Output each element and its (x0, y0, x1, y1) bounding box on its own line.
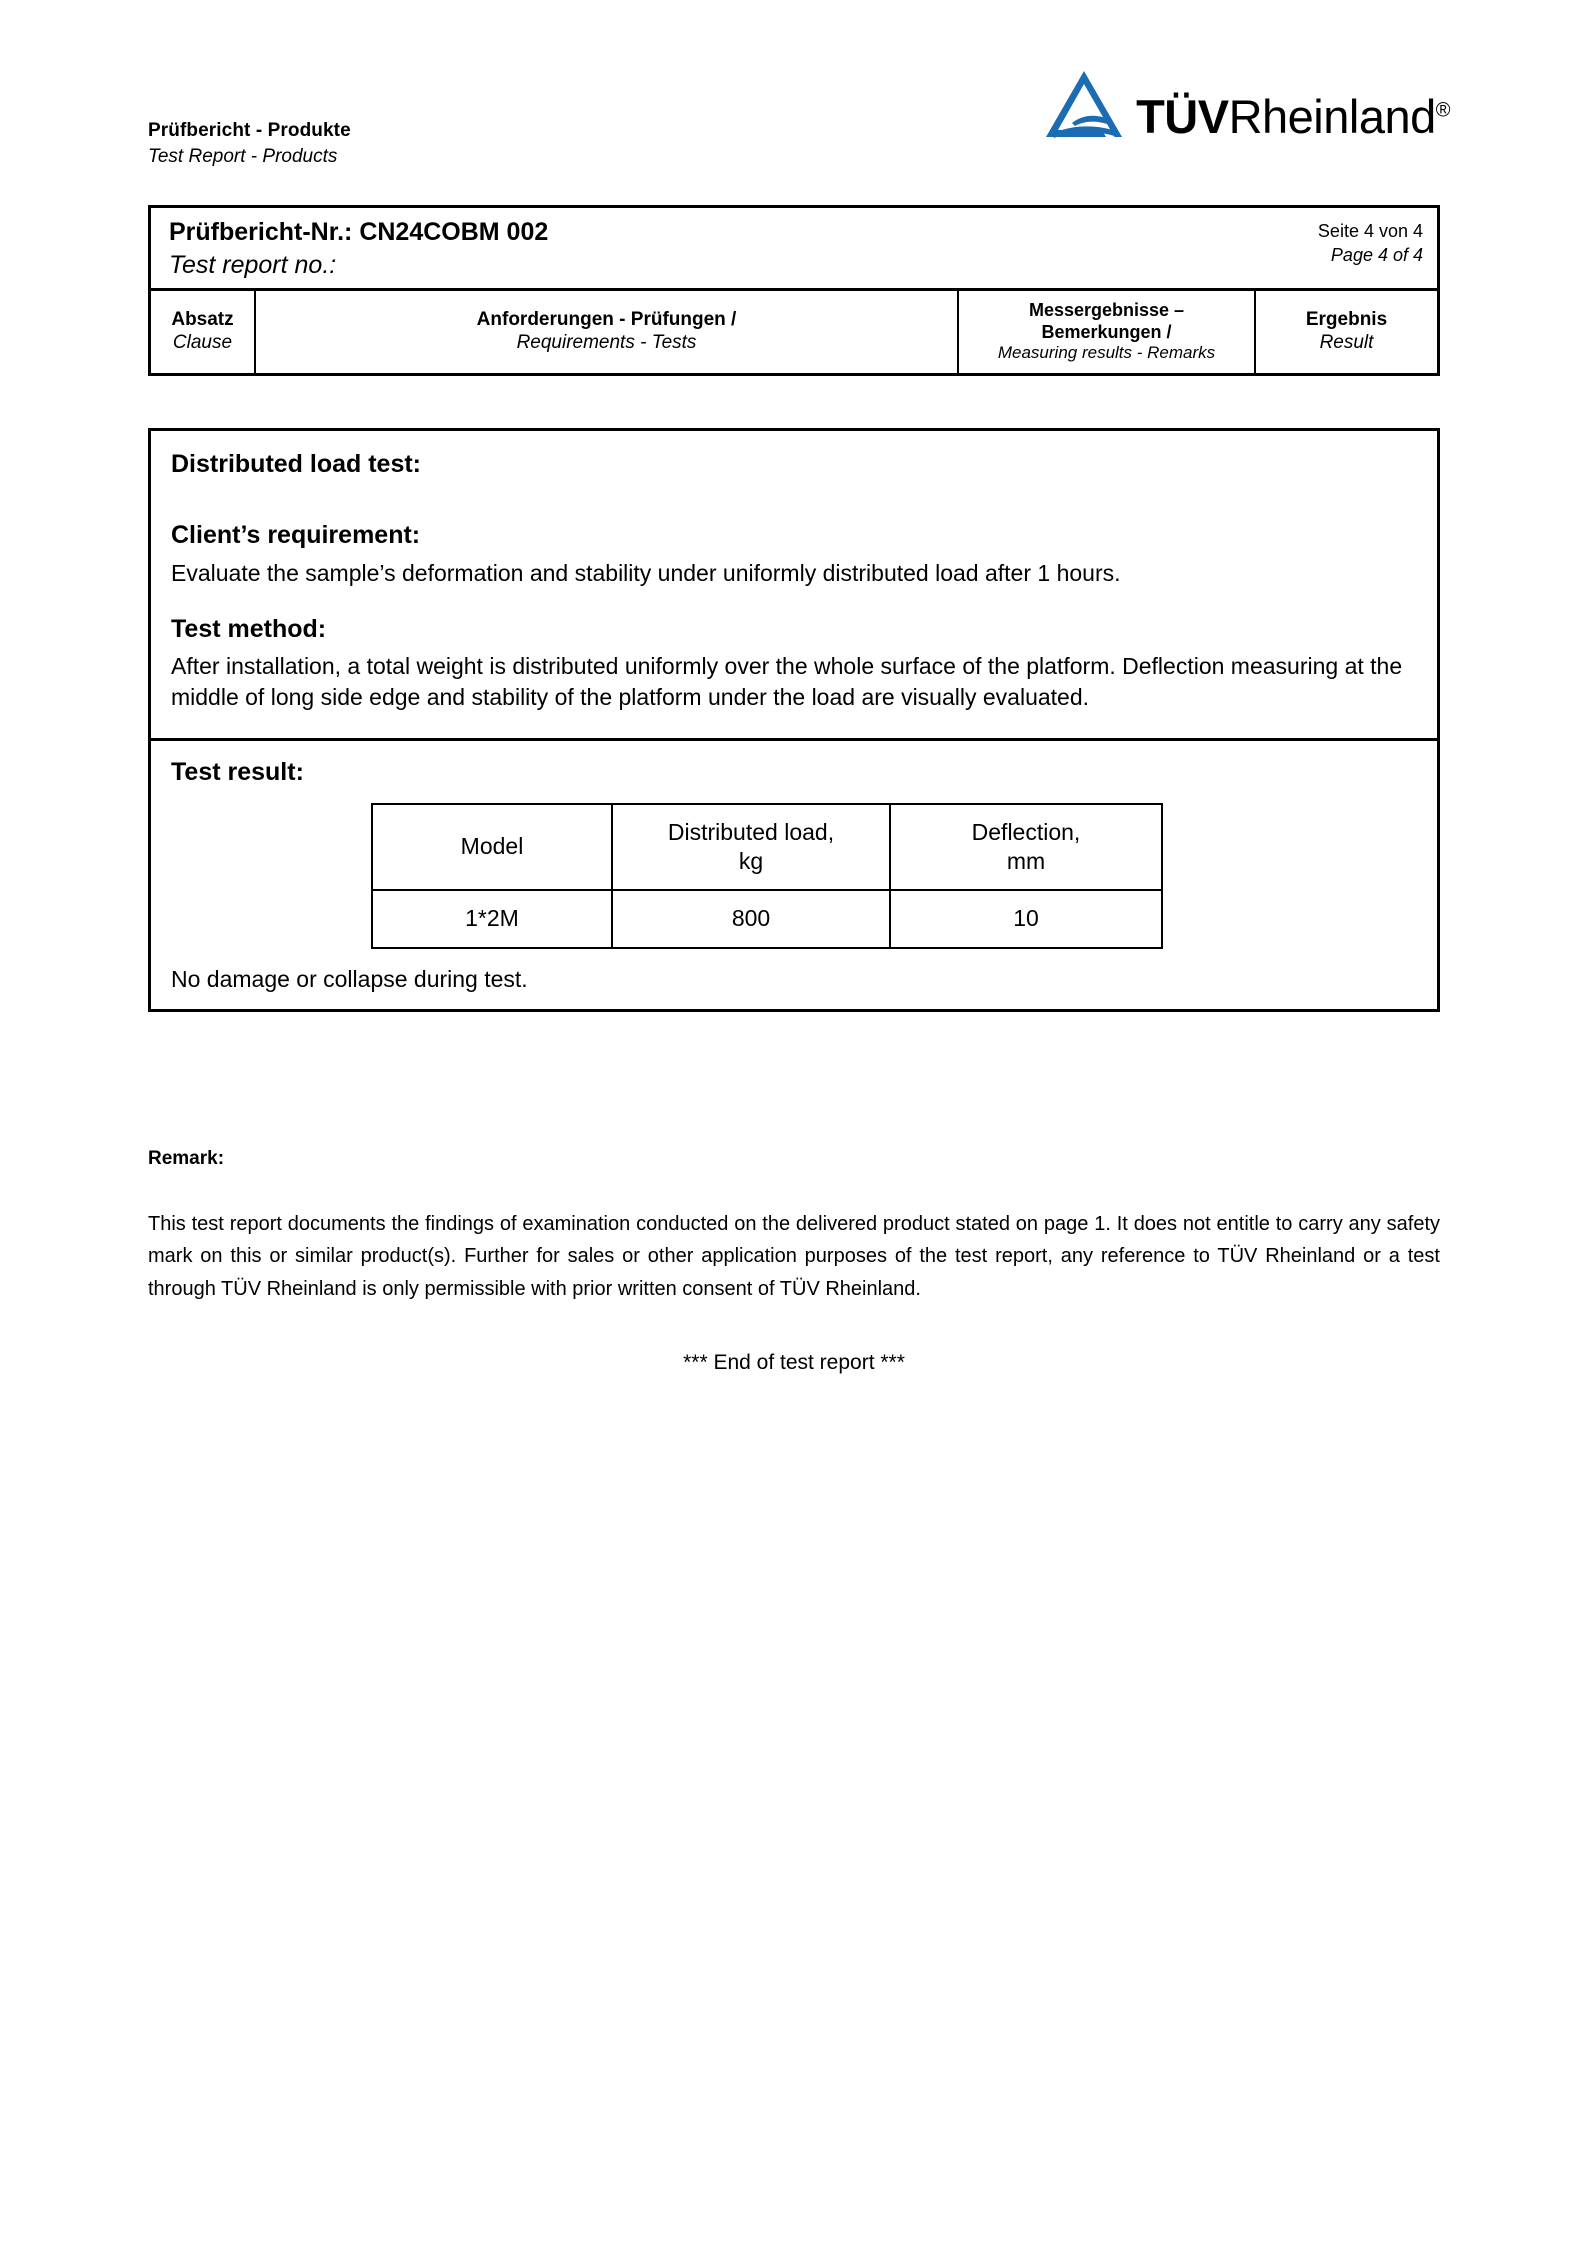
table-row (372, 890, 1162, 948)
column-header-requirements-en: Requirements - Tests (516, 332, 697, 353)
report-number-label-en: Test report no.: (169, 250, 337, 279)
document-title-en: Test Report - Products (148, 145, 338, 167)
tuv-rheinland-logo (1042, 60, 1450, 146)
registered-trademark-icon: ® (1435, 99, 1450, 122)
column-header-clause-en: Clause (172, 332, 233, 353)
column-header-clause-de: Absatz (171, 309, 234, 331)
remark-text: This test report documents the findings of examination conducted on the delivered product stated on page 1. It does not entitle to carry any safety mark on this or similar product(s). Further for sales or other application purposes of the test report, any reference to TÜV Rheinland or a test through TÜV Rheinland is only permissible with prior written consent of TÜV Rheinland. (148, 1213, 1440, 1300)
column-header-result-en: Result (1319, 332, 1374, 353)
table-header-load-line1: Distributed load, (667, 818, 835, 845)
cell-deflection: 10 (890, 890, 1162, 948)
client-requirement-text: Evaluate the sample’s deformation and stability under uniformly distributed load after 1 hours. (171, 559, 1121, 586)
test-title: Distributed load test: (171, 450, 422, 478)
spacer (171, 486, 1417, 520)
spacer (171, 588, 1417, 614)
remark-title: Remark: (148, 1148, 225, 1169)
table-column-headers (148, 288, 1440, 376)
logo-text-tuv: TÜV (1136, 90, 1229, 143)
table-header-row (372, 804, 1162, 890)
tuv-rheinland-wordmark (1136, 90, 1450, 146)
document-title-de: Prüfbericht - Produkte (148, 120, 351, 141)
end-of-report-line: *** End of test report *** (683, 1351, 905, 1375)
table-header-deflection-line1: Deflection, (971, 818, 1081, 845)
column-header-measuring-de-line2: Bemerkungen / (1041, 321, 1172, 342)
column-header-measuring-en: Measuring results - Remarks (997, 343, 1216, 363)
column-header-measuring-results (959, 291, 1256, 373)
column-header-requirements-de: Anforderungen - Prüfungen / (476, 309, 737, 331)
test-method-text: After installation, a total weight is distributed uniformly over the whole surface of the platform. Deflection measuring at the middle of long side edge and stability of the platform under the load are visually evaluated. (171, 653, 1403, 710)
table-header-model (372, 804, 612, 890)
result-note: No damage or collapse during test. (171, 965, 528, 992)
test-method-heading: Test method: (171, 615, 327, 644)
table-header-load-line2: kg (738, 847, 764, 874)
page-header (148, 90, 1450, 198)
column-header-clause (151, 291, 256, 373)
report-number-value: CN24COBM 002 (359, 218, 549, 246)
page-indicator-en: Page 4 of 4 (1330, 245, 1423, 266)
report-number-line-de (169, 216, 548, 249)
remark-section (148, 1148, 1440, 1375)
table-header-distributed-load (612, 804, 890, 890)
cell-distributed-load: 800 (612, 890, 890, 948)
test-result-section (151, 741, 1437, 1008)
test-method-section (151, 431, 1437, 741)
table-header-deflection-line2: mm (1006, 847, 1046, 874)
column-header-requirements (256, 291, 959, 373)
report-number-colon: : (344, 218, 353, 246)
report-number-label-de: Prüfbericht-Nr. (169, 218, 345, 246)
table-header-model-line1: Model (460, 833, 524, 860)
report-number-box (148, 205, 1440, 288)
report-number-block (169, 216, 548, 281)
result-data-table (371, 803, 1163, 949)
logo-text-rheinland: Rheinland (1228, 90, 1436, 143)
tuv-triangle-icon (1042, 68, 1126, 142)
document-title-block (148, 118, 351, 169)
test-result-heading: Test result: (171, 758, 304, 787)
client-requirement-heading: Client’s requirement: (171, 521, 421, 550)
column-header-result (1256, 291, 1437, 373)
column-header-result-de: Ergebnis (1305, 309, 1388, 331)
page-indicator (1318, 219, 1423, 268)
result-data-table-wrapper (171, 803, 1417, 949)
table-header-deflection (890, 804, 1162, 890)
test-content-box (148, 428, 1440, 1012)
column-header-measuring-de-line1: Messergebnisse – (1028, 300, 1185, 321)
page-indicator-de: Seite 4 von 4 (1317, 221, 1423, 241)
cell-model: 1*2M (372, 890, 612, 948)
